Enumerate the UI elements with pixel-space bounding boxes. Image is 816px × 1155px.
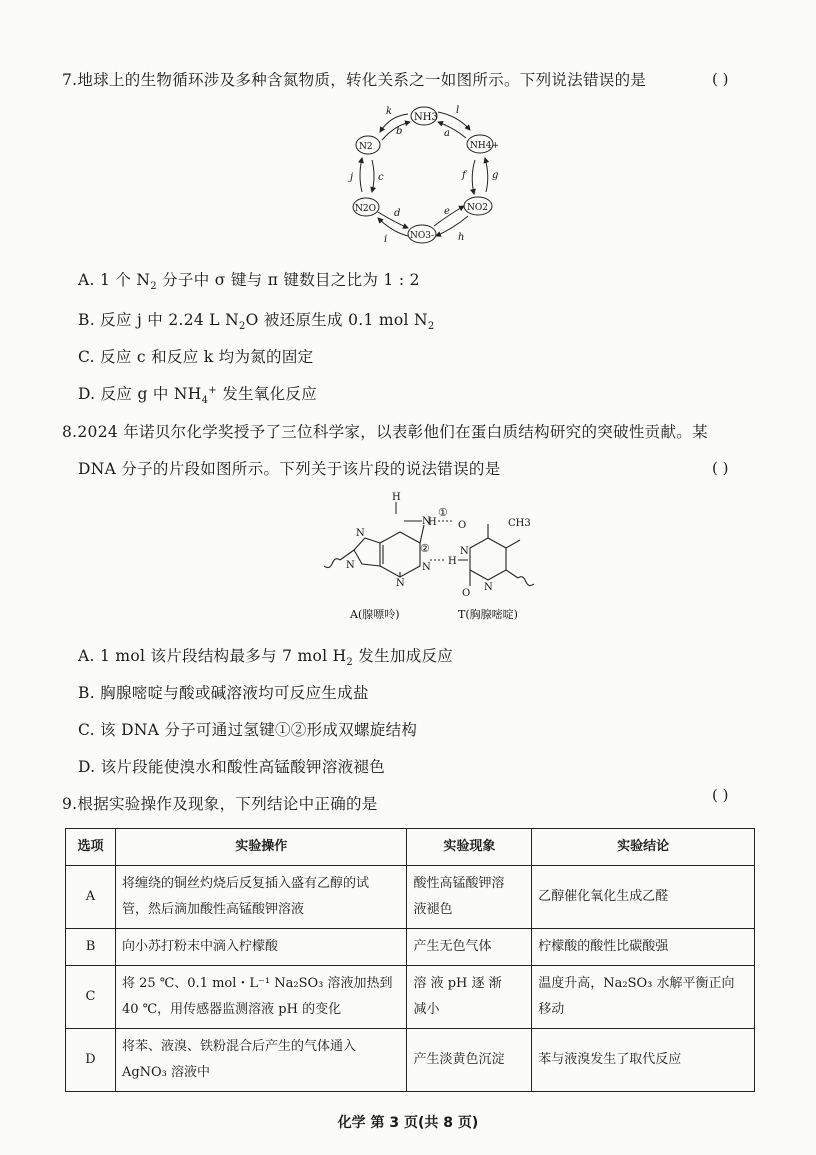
row-a-operation: 将缠绕的铜丝灼烧后反复插入盛有乙醇的试 管，然后滴加酸性高锰酸钾溶液 bbox=[115, 866, 407, 929]
q7-option-a: A. 1 个 $N_2$ 分子中 σ 键与 π 键数目之比为 1 : 2 bbox=[78, 271, 420, 293]
row-b-option: B bbox=[66, 929, 116, 966]
row-b-operation: 向小苏打粉末中滴入柠檬酸 bbox=[115, 929, 407, 966]
hbond-1-label: ① bbox=[438, 506, 448, 519]
header-option: 选项 bbox=[66, 829, 116, 866]
row-c-conclusion: 温度升高，Na₂SO₃ 水解平衡正向 移动 bbox=[532, 966, 755, 1029]
row-d-conclusion: 苯与液溴发生了取代反应 bbox=[532, 1029, 755, 1092]
svg-text:N: N bbox=[346, 560, 355, 571]
row-b-conclusion: 柠檬酸的酸性比碳酸强 bbox=[532, 929, 755, 966]
page-footer: 化学 第 3 页(共 8 页) bbox=[337, 1115, 479, 1131]
hbond-2-label: ② bbox=[420, 542, 430, 555]
label-thymine: T(胸腺嘧啶) bbox=[458, 608, 518, 621]
svg-text:e: e bbox=[444, 206, 450, 217]
table-header-row bbox=[66, 829, 755, 866]
svg-text:N: N bbox=[484, 582, 493, 593]
q8-option-d: D. 该片段能使溴水和酸性高锰酸钾溶液褪色 bbox=[78, 758, 386, 776]
q7-option-b: B. 反应 j 中 2.24 L $N_2O$ 被还原生成 0.1 mol $N_2$ bbox=[78, 311, 435, 333]
svg-text:i: i bbox=[384, 234, 388, 245]
row-a-option: A bbox=[66, 866, 116, 929]
dna-fragment-structure bbox=[310, 488, 550, 628]
q7-stem: 7.地球上的生物循环涉及多种含氮物质，转化关系之一如图所示。下列说法错误的是 bbox=[62, 71, 647, 89]
row-d-operation: 将苯、液溴、铁粉混合后产生的气体通入 AgNO₃ 溶液中 bbox=[115, 1029, 407, 1092]
row-c-phenomenon: 溶 液 pH 逐 渐 减小 bbox=[407, 966, 532, 1029]
experiment-table bbox=[65, 828, 755, 1092]
svg-text:k: k bbox=[386, 106, 393, 117]
header-conclusion: 实验结论 bbox=[532, 829, 755, 866]
adenine-atoms bbox=[346, 492, 431, 589]
svg-text:d: d bbox=[394, 208, 401, 219]
q8-option-a: A. 1 mol 该片段结构最多与 7 mol $H_2$ 发生加成反应 bbox=[78, 647, 454, 669]
svg-text:N: N bbox=[396, 578, 405, 589]
species-nodes bbox=[353, 107, 499, 243]
table-row bbox=[66, 929, 755, 966]
row-d-option: D bbox=[66, 1029, 116, 1092]
svg-text:H: H bbox=[428, 517, 437, 528]
svg-text:g: g bbox=[492, 170, 499, 181]
node-nh4-label: NH4+ bbox=[470, 141, 499, 151]
q8-stem-line2: DNA 分子的片段如图所示。下列关于该片段的说法错误的是 bbox=[78, 460, 501, 478]
table-row bbox=[66, 966, 755, 1029]
svg-text:c: c bbox=[378, 172, 384, 183]
q8-option-b: B. 胸腺嘧啶与酸或碱溶液均可反应生成盐 bbox=[78, 684, 369, 702]
q8-stem-line1: 8.2024 年诺贝尔化学奖授予了三位科学家，以表彰他们在蛋白质结构研究的突破性贡献。某 bbox=[62, 423, 708, 441]
node-n2o-label: N2O bbox=[355, 204, 376, 214]
header-operation: 实验操作 bbox=[115, 829, 407, 866]
node-no2-label: NO2 bbox=[467, 203, 488, 213]
row-b-phenomenon: 产生无色气体 bbox=[407, 929, 532, 966]
q9-stem: 9.根据实验操作及现象，下列结论中正确的是 bbox=[62, 795, 378, 813]
svg-text:l: l bbox=[456, 105, 460, 116]
svg-text:a: a bbox=[444, 128, 450, 139]
svg-text:N: N bbox=[422, 516, 431, 527]
q7-answer-bracket: ( ) bbox=[712, 70, 729, 88]
svg-text:f: f bbox=[462, 170, 466, 181]
svg-text:N: N bbox=[460, 546, 469, 557]
thymine-ring bbox=[470, 524, 534, 586]
node-no3-label: NO3- bbox=[410, 231, 435, 241]
hydrogen-bonds bbox=[396, 502, 468, 567]
methyl-label: CH3 bbox=[508, 518, 531, 529]
row-a-conclusion: 乙醇催化氧化生成乙醛 bbox=[532, 866, 755, 929]
node-nh3-label: NH3 bbox=[414, 112, 438, 123]
table-row bbox=[66, 866, 755, 929]
label-adenine: A(腺嘌呤) bbox=[350, 608, 400, 621]
svg-text:O: O bbox=[458, 520, 467, 531]
q8-answer-bracket: ( ) bbox=[712, 459, 729, 477]
svg-text:H: H bbox=[392, 492, 401, 503]
svg-text:b: b bbox=[396, 126, 403, 137]
row-d-phenomenon: 产生淡黄色沉淀 bbox=[407, 1029, 532, 1092]
svg-text:j: j bbox=[350, 172, 354, 183]
q8-option-c: C. 该 DNA 分子可通过氢键①②形成双螺旋结构 bbox=[78, 721, 418, 739]
node-n2-label: N2 bbox=[359, 142, 373, 152]
row-c-option: C bbox=[66, 966, 116, 1029]
q7-option-d: D. 反应 g 中 $NH_4^+$ 发生氧化反应 bbox=[78, 384, 318, 407]
svg-text:O: O bbox=[462, 588, 471, 599]
q9-answer-bracket: ( ) bbox=[712, 786, 729, 804]
table-row bbox=[66, 1029, 755, 1092]
svg-text:N: N bbox=[356, 528, 365, 539]
svg-text:h: h bbox=[458, 232, 465, 243]
nitrogen-cycle-diagram bbox=[330, 100, 505, 250]
svg-text:N: N bbox=[422, 562, 431, 573]
row-a-phenomenon: 酸性高锰酸钾溶 液褪色 bbox=[407, 866, 532, 929]
svg-text:H: H bbox=[448, 556, 457, 567]
q7-option-c: C. 反应 c 和反应 k 均为氮的固定 bbox=[78, 348, 314, 366]
header-phenomenon: 实验现象 bbox=[407, 829, 532, 866]
row-c-operation: 将 25 ℃、0.1 mol・L⁻¹ Na₂SO₃ 溶液加热到 40 ℃，用传感器监测溶液 pH 的变化 bbox=[115, 966, 407, 1029]
thymine-atoms bbox=[458, 518, 531, 599]
arrow-labels bbox=[348, 105, 498, 245]
adenine-ring bbox=[324, 525, 424, 577]
